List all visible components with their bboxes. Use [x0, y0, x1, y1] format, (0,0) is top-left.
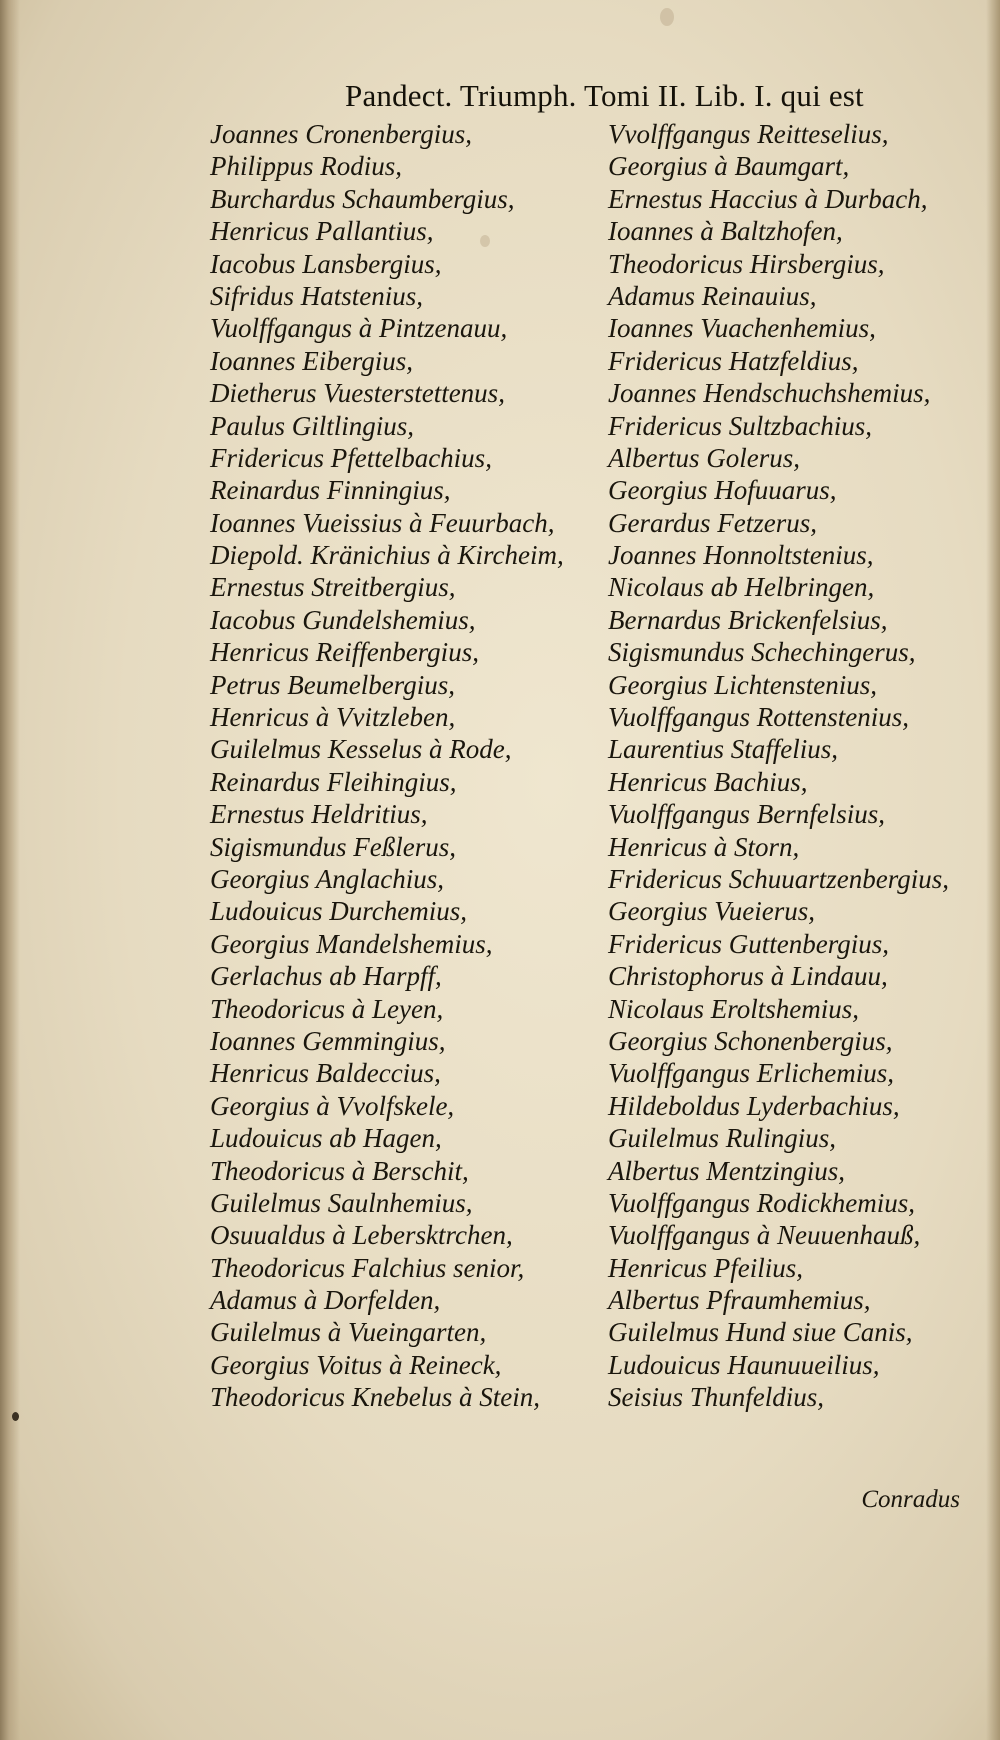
- name-entry: Dietherus Vuesterstettenus,: [210, 378, 505, 409]
- name-entry: Henricus Reiffenbergius,: [210, 637, 479, 668]
- name-entry: Theodoricus Hirsbergius,: [608, 248, 885, 279]
- name-entry: Petrus Beumelbergius,: [210, 669, 455, 700]
- name-entry: Henricus Pfeilius,: [608, 1252, 803, 1283]
- name-entry: Georgius Vueierus,: [608, 896, 815, 927]
- name-entry: Ioannes Eibergius,: [210, 345, 413, 376]
- name-entry: Henricus Baldeccius,: [210, 1058, 441, 1089]
- name-entry: Henricus à Storn,: [608, 831, 800, 862]
- name-entry: Osuualdus à Lebersktrchen,: [210, 1220, 513, 1251]
- name-entry: Nicolaus Eroltshemius,: [608, 993, 860, 1024]
- name-entry: Henricus Pallantius,: [210, 216, 434, 247]
- name-entry: Albertus Mentzingius,: [608, 1155, 845, 1186]
- name-entry: Vuolffgangus à Neuuenhauß,: [608, 1220, 921, 1251]
- name-entry: Georgius à Vvolfskele,: [210, 1090, 455, 1121]
- name-entry: Guilelmus Hund siue Canis,: [608, 1317, 913, 1348]
- name-entry: Ernestus Heldritius,: [210, 799, 428, 830]
- name-entry: Burchardus Schaumbergius,: [210, 183, 515, 214]
- name-entry: Vuolffgangus Rodickhemius,: [608, 1187, 915, 1218]
- name-entry: Fridericus Pfettelbachius,: [210, 442, 492, 473]
- name-entry: Philippus Rodius,: [210, 151, 403, 182]
- name-entry: Albertus Golerus,: [608, 442, 800, 473]
- name-entry: Georgius à Baumgart,: [608, 151, 850, 182]
- name-entry: Guilelmus Saulnhemius,: [210, 1187, 473, 1218]
- name-entry: Henricus à Vvitzleben,: [210, 702, 456, 733]
- name-entry: Georgius Hofuuarus,: [608, 475, 837, 506]
- name-entry: Ioannes à Baltzhofen,: [608, 216, 843, 247]
- name-entry: Vvolffgangus Reitteselius,: [608, 119, 889, 149]
- name-entry: Ludouicus Durchemius,: [210, 896, 467, 927]
- name-entry: Joannes Cronenbergius,: [210, 119, 472, 149]
- name-entry: Paulus Giltlingius,: [210, 410, 415, 441]
- name-entry: Georgius Anglachius,: [210, 863, 444, 894]
- name-entry: Nicolaus ab Helbringen,: [608, 572, 875, 603]
- page-right-shadow: [986, 0, 1000, 1740]
- name-entry: Vuolffgangus Rottenstenius,: [608, 702, 909, 733]
- paper-stain: [660, 8, 674, 26]
- name-entry: Christophorus à Lindauu,: [608, 961, 888, 992]
- name-entry: Iacobus Gundelshemius,: [210, 604, 476, 635]
- ink-spot: [12, 1412, 19, 1421]
- name-entry: Joannes Honnoltstenius,: [608, 540, 874, 571]
- name-entry: Diepold. Kränichius à Kircheim,: [210, 540, 564, 571]
- name-entry: Guilelmus à Vueingarten,: [210, 1317, 487, 1348]
- name-entry: Hildeboldus Lyderbachius,: [608, 1090, 900, 1121]
- name-entry: Joannes Hendschuchshemius,: [608, 378, 931, 409]
- name-entry: Vuolffgangus à Pintzenauu,: [210, 313, 508, 344]
- name-entry: Ernestus Streitbergius,: [210, 572, 456, 603]
- name-entry: Theodoricus Knebelus à Stein,: [210, 1382, 540, 1413]
- name-entry: Bernardus Brickenfelsius,: [608, 604, 888, 635]
- name-entry: Theodoricus Falchius senior,: [210, 1252, 525, 1283]
- name-entry: Fridericus Hatzfeldius,: [608, 345, 859, 376]
- name-entry: Ludouicus ab Hagen,: [210, 1123, 442, 1154]
- name-entry: Albertus Pfraumhemius,: [608, 1285, 871, 1316]
- page-left-shadow: [0, 0, 20, 1740]
- name-entry: Guilelmus Kesselus à Rode,: [210, 734, 512, 765]
- name-entry: Laurentius Staffelius,: [608, 734, 839, 765]
- running-head: Pandect. Triumph. Tomi II. Lib. I. qui est: [345, 78, 864, 113]
- name-entry: Iacobus Lansbergius,: [210, 248, 442, 279]
- right-name-column: [608, 118, 968, 1414]
- name-entry: Seisius Thunfeldius,: [608, 1382, 825, 1413]
- name-entry: Fridericus Schuuartzenbergius,: [608, 863, 949, 894]
- name-entry: Fridericus Guttenbergius,: [608, 928, 889, 959]
- name-entry: Sifridus Hatstenius,: [210, 280, 424, 311]
- name-entry: Theodoricus à Leyen,: [210, 993, 444, 1024]
- name-entry: Georgius Schonenbergius,: [608, 1025, 893, 1056]
- name-entry: Vuolffgangus Erlichemius,: [608, 1058, 894, 1089]
- name-entry: Adamus à Dorfelden,: [210, 1285, 441, 1316]
- name-entry: Henricus Bachius,: [608, 766, 808, 797]
- left-name-column: [210, 118, 590, 1414]
- name-entry: Ernestus Haccius à Durbach,: [608, 183, 928, 214]
- name-entry: Sigismundus Schechingerus,: [608, 637, 916, 668]
- name-entry: Fridericus Sultzbachius,: [608, 410, 872, 441]
- name-entry: Reinardus Finningius,: [210, 475, 451, 506]
- name-entry: Reinardus Fleihingius,: [210, 766, 457, 797]
- name-entry: Gerlachus ab Harpff,: [210, 961, 442, 992]
- name-entry: Sigismundus Feßlerus,: [210, 831, 456, 862]
- name-entry: Ludouicus Haunuueilius,: [608, 1349, 880, 1380]
- name-entry: Adamus Reinauius,: [608, 280, 817, 311]
- name-entry: Georgius Lichtenstenius,: [608, 669, 877, 700]
- name-entry: Georgius Mandelshemius,: [210, 928, 493, 959]
- name-entry: Gerardus Fetzerus,: [608, 507, 817, 538]
- name-entry: Guilelmus Rulingius,: [608, 1123, 836, 1154]
- catchword: Conradus: [861, 1486, 960, 1513]
- name-entry: Ioannes Vuachenhemius,: [608, 313, 876, 344]
- name-entry: Ioannes Gemmingius,: [210, 1025, 446, 1056]
- name-entry: Ioannes Vueissius à Feuurbach,: [210, 507, 555, 538]
- name-entry: Theodoricus à Berschit,: [210, 1155, 469, 1186]
- name-entry: Georgius Voitus à Reineck,: [210, 1349, 502, 1380]
- name-entry: Vuolffgangus Bernfelsius,: [608, 799, 885, 830]
